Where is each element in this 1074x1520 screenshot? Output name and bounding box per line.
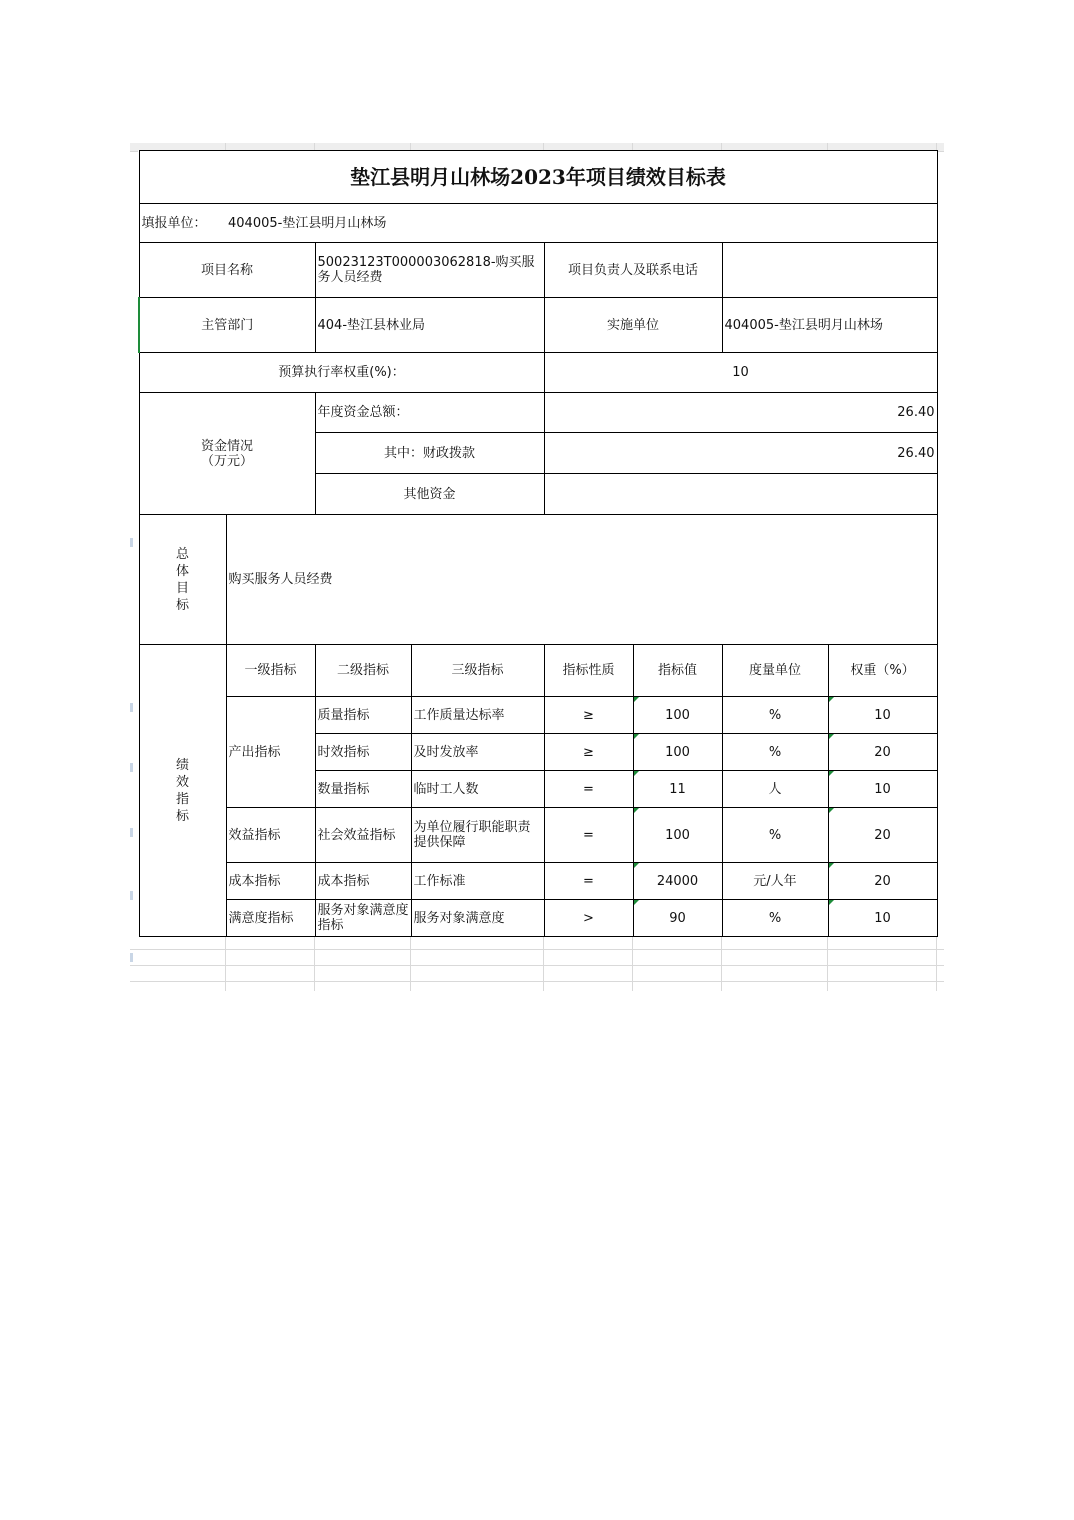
row-weight[interactable]: 20 <box>828 734 937 771</box>
table-row <box>139 808 937 863</box>
row-l1: 产出指标 <box>226 697 315 808</box>
row-weight[interactable]: 20 <box>828 863 937 900</box>
row-marker <box>130 891 133 900</box>
row-op: = <box>544 863 633 900</box>
row-op: ≥ <box>544 697 633 734</box>
row-op: = <box>544 808 633 863</box>
budget-weight-label: 预算执行率权重(%)： <box>139 353 544 393</box>
funds-total-label: 年度资金总额： <box>315 393 544 433</box>
row-weight[interactable]: 10 <box>828 900 937 937</box>
row-l1: 成本指标 <box>226 863 315 900</box>
fill-unit-label: 填报单位： <box>139 204 226 243</box>
project-owner-value[interactable] <box>722 243 937 298</box>
row-l2: 数量指标 <box>315 771 411 808</box>
funds-fiscal-label: 其中：财政拨款 <box>315 433 544 474</box>
row-unit: % <box>722 900 828 937</box>
table-row <box>139 697 937 734</box>
row-value[interactable]: 11 <box>633 771 722 808</box>
row-marker <box>130 703 133 712</box>
goal-label <box>139 515 226 645</box>
grid-line <box>130 981 944 982</box>
row-l2: 时效指标 <box>315 734 411 771</box>
impl-unit-value[interactable]: 404005-垫江县明月山林场 <box>722 298 937 353</box>
row-l3: 及时发放率 <box>411 734 544 771</box>
table-row <box>139 900 937 937</box>
spreadsheet-area <box>130 143 944 991</box>
header-l3: 三级指标 <box>411 645 544 697</box>
funds-fiscal-value[interactable]: 26.40 <box>544 433 937 474</box>
funds-other-label: 其他资金 <box>315 474 544 515</box>
row-l2: 社会效益指标 <box>315 808 411 863</box>
dept-label: 主管部门 <box>139 298 315 353</box>
goal-value[interactable]: 购买服务人员经费 <box>226 515 937 645</box>
row-unit: % <box>722 734 828 771</box>
header-value: 指标值 <box>633 645 722 697</box>
row-marker <box>130 953 133 962</box>
row-marker <box>130 538 133 547</box>
funds-total-value[interactable]: 26.40 <box>544 393 937 433</box>
row-op: ≥ <box>544 734 633 771</box>
row-op: > <box>544 900 633 937</box>
row-l3: 临时工人数 <box>411 771 544 808</box>
row-weight[interactable]: 10 <box>828 771 937 808</box>
performance-target-table <box>138 150 938 937</box>
row-value[interactable]: 100 <box>633 697 722 734</box>
row-weight[interactable]: 10 <box>828 697 937 734</box>
header-op: 指标性质 <box>544 645 633 697</box>
row-value[interactable]: 100 <box>633 734 722 771</box>
impl-unit-label: 实施单位 <box>544 298 722 353</box>
funds-label-text: 资金情况（万元） <box>200 438 253 469</box>
row-weight[interactable]: 20 <box>828 808 937 863</box>
row-value[interactable]: 100 <box>633 808 722 863</box>
budget-weight-value[interactable]: 10 <box>544 353 937 393</box>
project-owner-label: 项目负责人及联系电话 <box>544 243 722 298</box>
row-value[interactable]: 24000 <box>633 863 722 900</box>
page-title: 垫江县明月山林场2023年项目绩效目标表 <box>139 151 937 204</box>
row-l3: 工作标准 <box>411 863 544 900</box>
row-op: = <box>544 771 633 808</box>
table-row <box>139 863 937 900</box>
row-unit: 人 <box>722 771 828 808</box>
row-marker <box>130 763 133 772</box>
project-name-label: 项目名称 <box>139 243 315 298</box>
row-l3: 服务对象满意度 <box>411 900 544 937</box>
row-l1: 效益指标 <box>226 808 315 863</box>
funds-label <box>139 393 315 515</box>
row-unit: % <box>722 697 828 734</box>
row-l1: 满意度指标 <box>226 900 315 937</box>
row-l2: 服务对象满意度指标 <box>315 900 411 937</box>
indicators-label-text: 绩效指标 <box>175 757 189 824</box>
header-unit: 度量单位 <box>722 645 828 697</box>
header-l1: 一级指标 <box>226 645 315 697</box>
header-l2: 二级指标 <box>315 645 411 697</box>
row-unit: % <box>722 808 828 863</box>
row-marker <box>130 828 133 837</box>
project-name-value[interactable]: 50023123T000003062818-购买服务人员经费 <box>315 243 544 298</box>
row-l2: 成本指标 <box>315 863 411 900</box>
fill-unit-value[interactable]: 404005-垫江县明月山林场 <box>226 204 937 243</box>
goal-label-text: 总体目标 <box>175 546 189 613</box>
indicators-label <box>139 645 226 937</box>
row-unit: 元/人年 <box>722 863 828 900</box>
row-l3: 工作质量达标率 <box>411 697 544 734</box>
row-l2: 质量指标 <box>315 697 411 734</box>
header-weight: 权重（%） <box>828 645 937 697</box>
dept-value[interactable]: 404-垫江县林业局 <box>315 298 544 353</box>
grid-line <box>130 965 944 966</box>
row-l3: 为单位履行职能职责提供保障 <box>411 808 544 863</box>
funds-other-value[interactable] <box>544 474 937 515</box>
row-value[interactable]: 90 <box>633 900 722 937</box>
grid-line <box>130 949 944 950</box>
